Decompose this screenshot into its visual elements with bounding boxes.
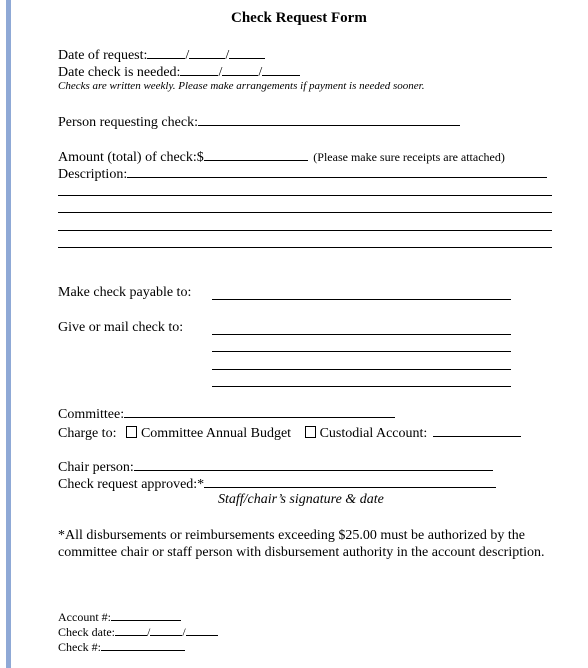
description-field-line-1[interactable]: [127, 165, 547, 178]
give-mail-field-line-4[interactable]: [212, 386, 511, 387]
disclaimer: *All disbursements or reimbursements exceeding $25.00 must be authorized by the committee chair or staff person with disbursement authority in the account description.: [58, 528, 545, 560]
give-mail-field-line-3[interactable]: [212, 369, 511, 370]
date-of-request-month-field[interactable]: [147, 46, 185, 59]
check-date-row: [58, 623, 218, 639]
check-no-label: Check #:: [58, 640, 101, 654]
person-requesting-label: Person requesting check:: [58, 115, 198, 130]
charge-to-label: Charge to:: [58, 426, 117, 441]
account-no-row: [58, 608, 181, 624]
weekly-note: Checks are written weekly. Please make arrangements if payment is needed sooner.: [58, 80, 425, 92]
check-date-year-field[interactable]: [186, 623, 218, 636]
description-field-line-2[interactable]: [58, 195, 552, 196]
account-no-label: Account #:: [58, 610, 111, 624]
date-separator: /: [182, 625, 186, 639]
date-of-request-day-field[interactable]: [189, 46, 225, 59]
signature-note: Staff/chair’s signature & date: [218, 492, 384, 507]
check-approved-field[interactable]: [204, 475, 496, 488]
committee-budget-option[interactable]: [126, 426, 291, 441]
date-separator: /: [225, 48, 230, 63]
custodial-account-field[interactable]: [433, 424, 521, 437]
checkbox-icon[interactable]: [126, 426, 137, 438]
give-mail-field-line-1[interactable]: [212, 334, 511, 335]
account-no-field[interactable]: [111, 608, 181, 621]
chair-person-field[interactable]: [134, 458, 493, 471]
check-no-field[interactable]: [101, 638, 185, 651]
date-separator: /: [146, 625, 151, 639]
date-needed-day-field[interactable]: [222, 63, 258, 76]
custodial-account-option[interactable]: [305, 426, 428, 441]
date-of-request-label: Date of request:: [58, 48, 148, 63]
check-date-day-field[interactable]: [150, 623, 182, 636]
description-label: Description:: [58, 167, 128, 182]
amount-row: [58, 148, 505, 166]
check-approved-label: Check request approved:*: [58, 477, 205, 492]
description-field-line-5[interactable]: [58, 247, 552, 248]
check-date-month-field[interactable]: [115, 623, 147, 636]
chair-person-label: Chair person:: [58, 460, 134, 475]
date-separator: /: [218, 65, 223, 80]
date-needed-year-field[interactable]: [262, 63, 300, 76]
form-title: Check Request Form: [231, 10, 367, 26]
amount-field[interactable]: [204, 148, 308, 161]
custodial-account-label: Custodial Account:: [319, 426, 428, 441]
give-mail-field-line-2[interactable]: [212, 351, 511, 352]
date-separator: /: [258, 65, 263, 80]
payable-to-label: Make check payable to:: [58, 285, 192, 300]
description-field-line-4[interactable]: [58, 230, 552, 231]
check-date-label: Check date:: [58, 625, 115, 639]
date-check-needed-label: Date check is needed:: [58, 65, 181, 80]
page-left-border: [6, 0, 11, 668]
payable-to-field[interactable]: [212, 299, 511, 300]
person-requesting-field[interactable]: [198, 113, 460, 126]
committee-label: Committee:: [58, 407, 125, 422]
date-needed-month-field[interactable]: [180, 63, 218, 76]
check-no-row: [58, 638, 185, 654]
give-mail-label: Give or mail check to:: [58, 320, 184, 335]
date-separator: /: [185, 48, 190, 63]
chair-person-row: [58, 458, 493, 476]
check-approved-row: [58, 475, 496, 493]
date-of-request-row: [58, 46, 265, 64]
date-check-needed-row: [58, 63, 300, 81]
committee-budget-label: Committee Annual Budget: [140, 426, 292, 441]
committee-field[interactable]: [124, 405, 395, 418]
date-of-request-year-field[interactable]: [229, 46, 265, 59]
committee-row: [58, 405, 395, 423]
description-row: [58, 165, 547, 183]
description-field-line-3[interactable]: [58, 212, 552, 213]
charge-to-row: [58, 424, 521, 442]
checkbox-icon[interactable]: [305, 426, 316, 438]
receipts-note: (Please make sure receipts are attached): [313, 150, 505, 164]
person-requesting-row: [58, 113, 460, 131]
amount-label: Amount (total) of check:$: [58, 150, 204, 165]
